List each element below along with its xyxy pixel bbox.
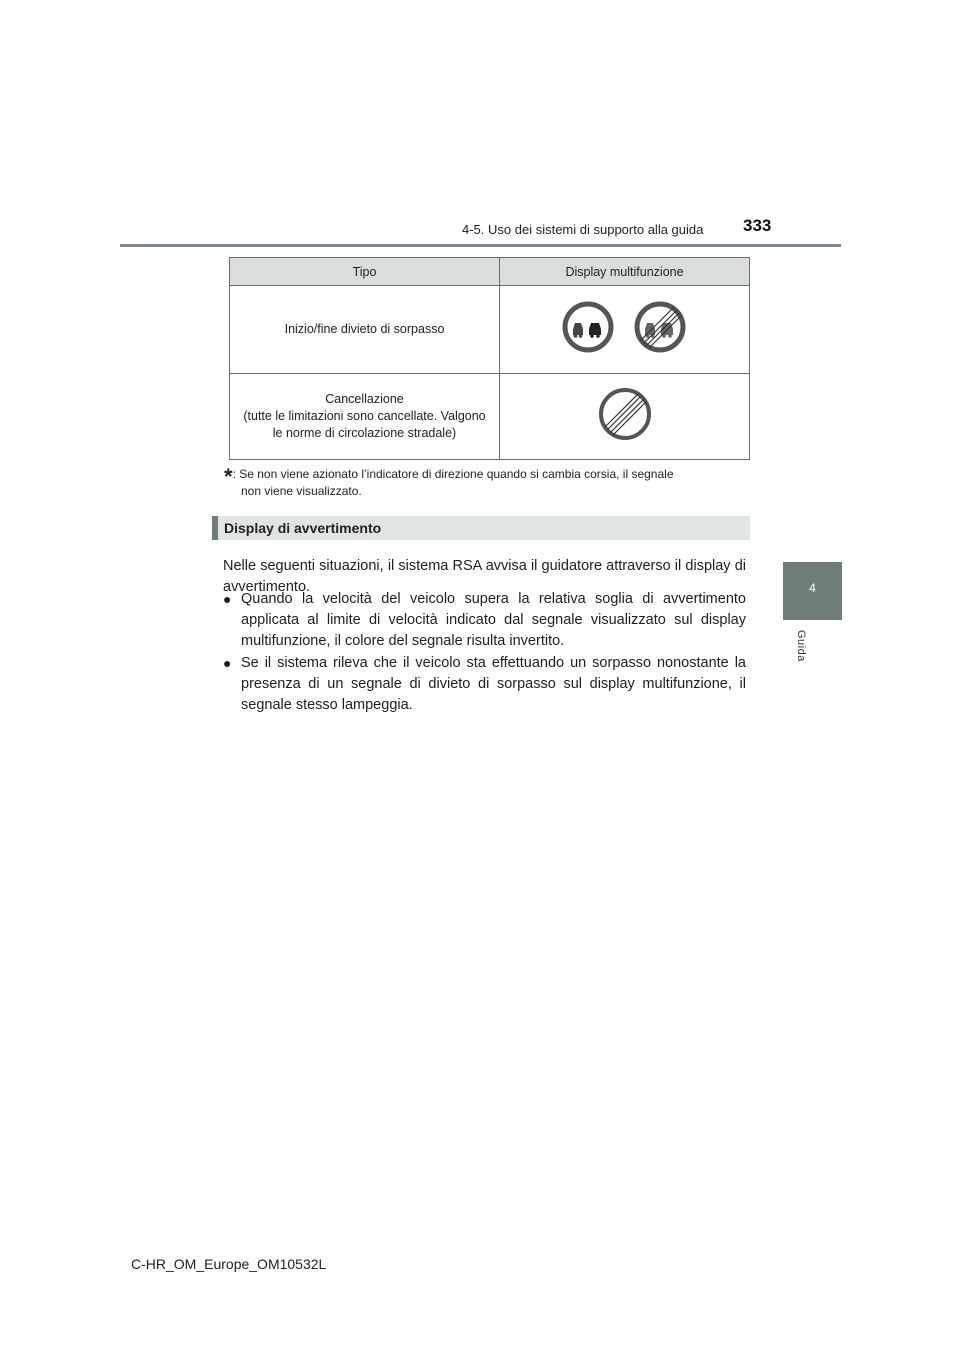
display-cell [500,374,750,460]
footnote-marker: * [224,464,233,489]
footnote [224,466,746,500]
footnote-text-continued: non viene visualizzato. [241,484,362,498]
section-title: Display di avvertimento [224,520,382,536]
sign-table [229,257,750,460]
list-item [223,653,746,716]
no-overtaking-sign-icon [565,304,611,350]
list-item [223,589,746,652]
bullet-icon: ● [223,655,232,671]
column-header-display: Display multifunzione [500,258,750,286]
end-all-restrictions-sign-icon [595,386,655,442]
section-header [212,516,750,540]
intro-paragraph: Nelle seguenti situazioni, il sistema RSA avvisa il guidatore attraverso il display di avvertimento. [223,558,746,595]
type-text-line: (tutte le limitazioni sono cancellate. Valgono [243,409,486,423]
display-cell [500,286,750,374]
type-text-line: le norme di circolazione stradale) [272,426,457,440]
table-row [230,286,750,374]
column-header-type: Tipo [230,258,500,286]
header-section-title: 4-5. Uso dei sistemi di supporto alla guida [462,222,704,237]
overtaking-signs [560,299,690,355]
type-cell [230,374,500,460]
bullet-text: Quando la velocità del veicolo supera la relativa soglia di avvertimento applicata al limite di velocità indicato dal segnale visualizzato sul display multifunzione, il colore del segnale risulta invertito. [241,591,746,649]
footnote-text: : Se non viene azionato l’indicatore di direzione quando si cambia corsia, il segnale [232,467,674,481]
type-cell [230,286,500,374]
section-marker [212,516,218,540]
end-no-overtaking-sign-icon [637,304,683,350]
bullet-icon: ● [223,591,232,607]
footer-code: C-HR_OM_Europe_OM10532L [131,1256,327,1272]
chapter-label: Guida [795,630,807,662]
chapter-tab[interactable] [783,562,842,620]
header-rule [120,244,841,247]
type-text: Inizio/fine divieto di sorpasso [284,322,445,336]
table-row [230,374,750,460]
page-number: 333 [743,216,772,235]
bullet-text: Se il sistema rileva che il veicolo sta effettuando un sorpasso nonostante la presenza di un segnale di divieto di sorpasso sul display multifunzione, il segnale stesso lampeggia. [241,655,746,713]
type-text-line: Cancellazione [325,392,404,406]
chapter-number: 4 [809,581,816,595]
